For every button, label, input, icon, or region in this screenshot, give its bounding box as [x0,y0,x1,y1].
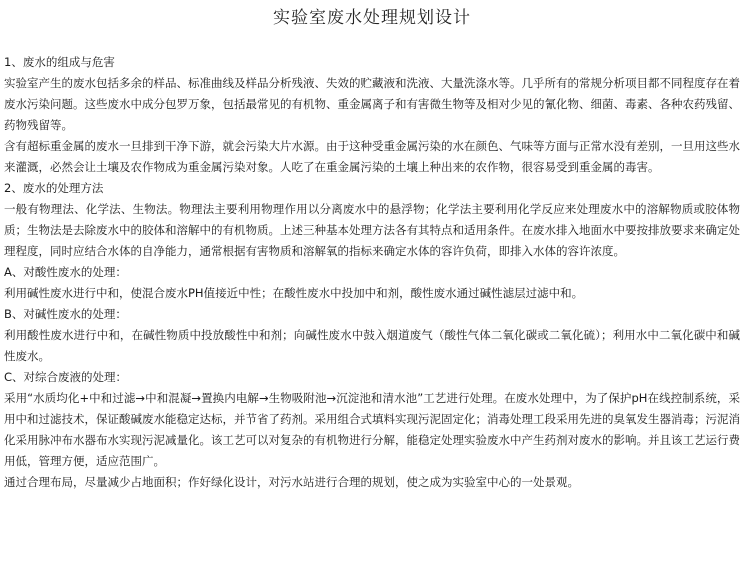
section-heading-alkaline-wastewater: B、对碱性废水的处理： [4,307,127,321]
paragraph-layout-planning: 通过合理布局，尽量减少占地面积；作好绿化设计，对污水站进行合理的规划，使之成为实验室中心的一处景观。 [4,475,579,489]
paragraph-acidic-wastewater: 利用碱性废水进行中和，使混合废水PH值接近中性；在酸性废水中投加中和剂，酸性废水通过碱性滤层过滤中和。 [4,286,584,300]
document-title: 实验室废水处理规划设计 [273,8,471,28]
paragraph-alkaline-wastewater: 利用酸性废水进行中和，在碱性物质中投放酸性中和剂；向碱性废水中鼓入烟道废气（酸性气体二氧化碳或二氧化硫）；利用水中二氧化碳中和碱性废水。 [4,328,740,363]
paragraph-wastewater-sources: 实验室产生的废水包括多余的样品、标准曲线及样品分析残液、失效的贮藏液和洗液、大量洗涤水等。几乎所有的常规分析项目都不同程度存在着废水污染问题。这些废水中成分包罗万象，包括最常见的有机物、重金属离子和有害微生物等及相对少见的氰化物、细菌、毒素、各种农药残留、药物残留等。 [4,76,740,132]
section-heading-acidic-wastewater: A、对酸性废水的处理： [4,265,127,279]
paragraph-treatment-methods: 一般有物理法、化学法、生物法。物理法主要利用物理作用以分离废水中的悬浮物；化学法主要利用化学反应来处理废水中的溶解物质或胶体物质；生物法是去除废水中的胶体和溶解中的有机物质。上述三种基本处理方法各有其特点和适用条件。在废水排入地面水中要按排放要求来确定处理程度，同时应结合水体的自净能力，通常根据有害物质和溶解氧的指标来确定水体的容许负荷，即排入水体的容许浓度。 [4,202,740,258]
section-heading-composition: 1、废水的组成与危害 [4,55,115,69]
section-heading-treatment-methods: 2、废水的处理方法 [4,181,104,195]
paragraph-mixed-waste-process: 采用“水质均化+中和过滤→中和混凝→置换内电解→生物吸附池→沉淀池和清水池”工艺进行处理。在废水处理中，为了保护pH在线控制系统，采用中和过滤技术，保证酸碱废水能稳定达标，并节省了药剂。采用组合式填料实现污泥固定化；消毒处理工段采用先进的臭氧发生器消毒；污泥消化采用脉冲布水器布水实现污泥减量化。该工艺可以对复杂的有机物进行分解，能稳定处理实验废水中产生药剂对废水的影响。并且该工艺运行费用低，管理方便，适应范围广。 [4,391,740,468]
section-heading-mixed-waste: C、对综合废液的处理： [4,370,128,384]
paragraph-heavy-metal-hazard: 含有超标重金属的废水一旦排到干净下游，就会污染大片水源。由于这种受重金属污染的水在颜色、气味等方面与正常水没有差别，一旦用这些水来灌溉，必然会让土壤及农作物成为重金属污染对象。人吃了在重金属污染的土壤上种出来的农作物，很容易受到重金属的毒害。 [4,139,740,174]
